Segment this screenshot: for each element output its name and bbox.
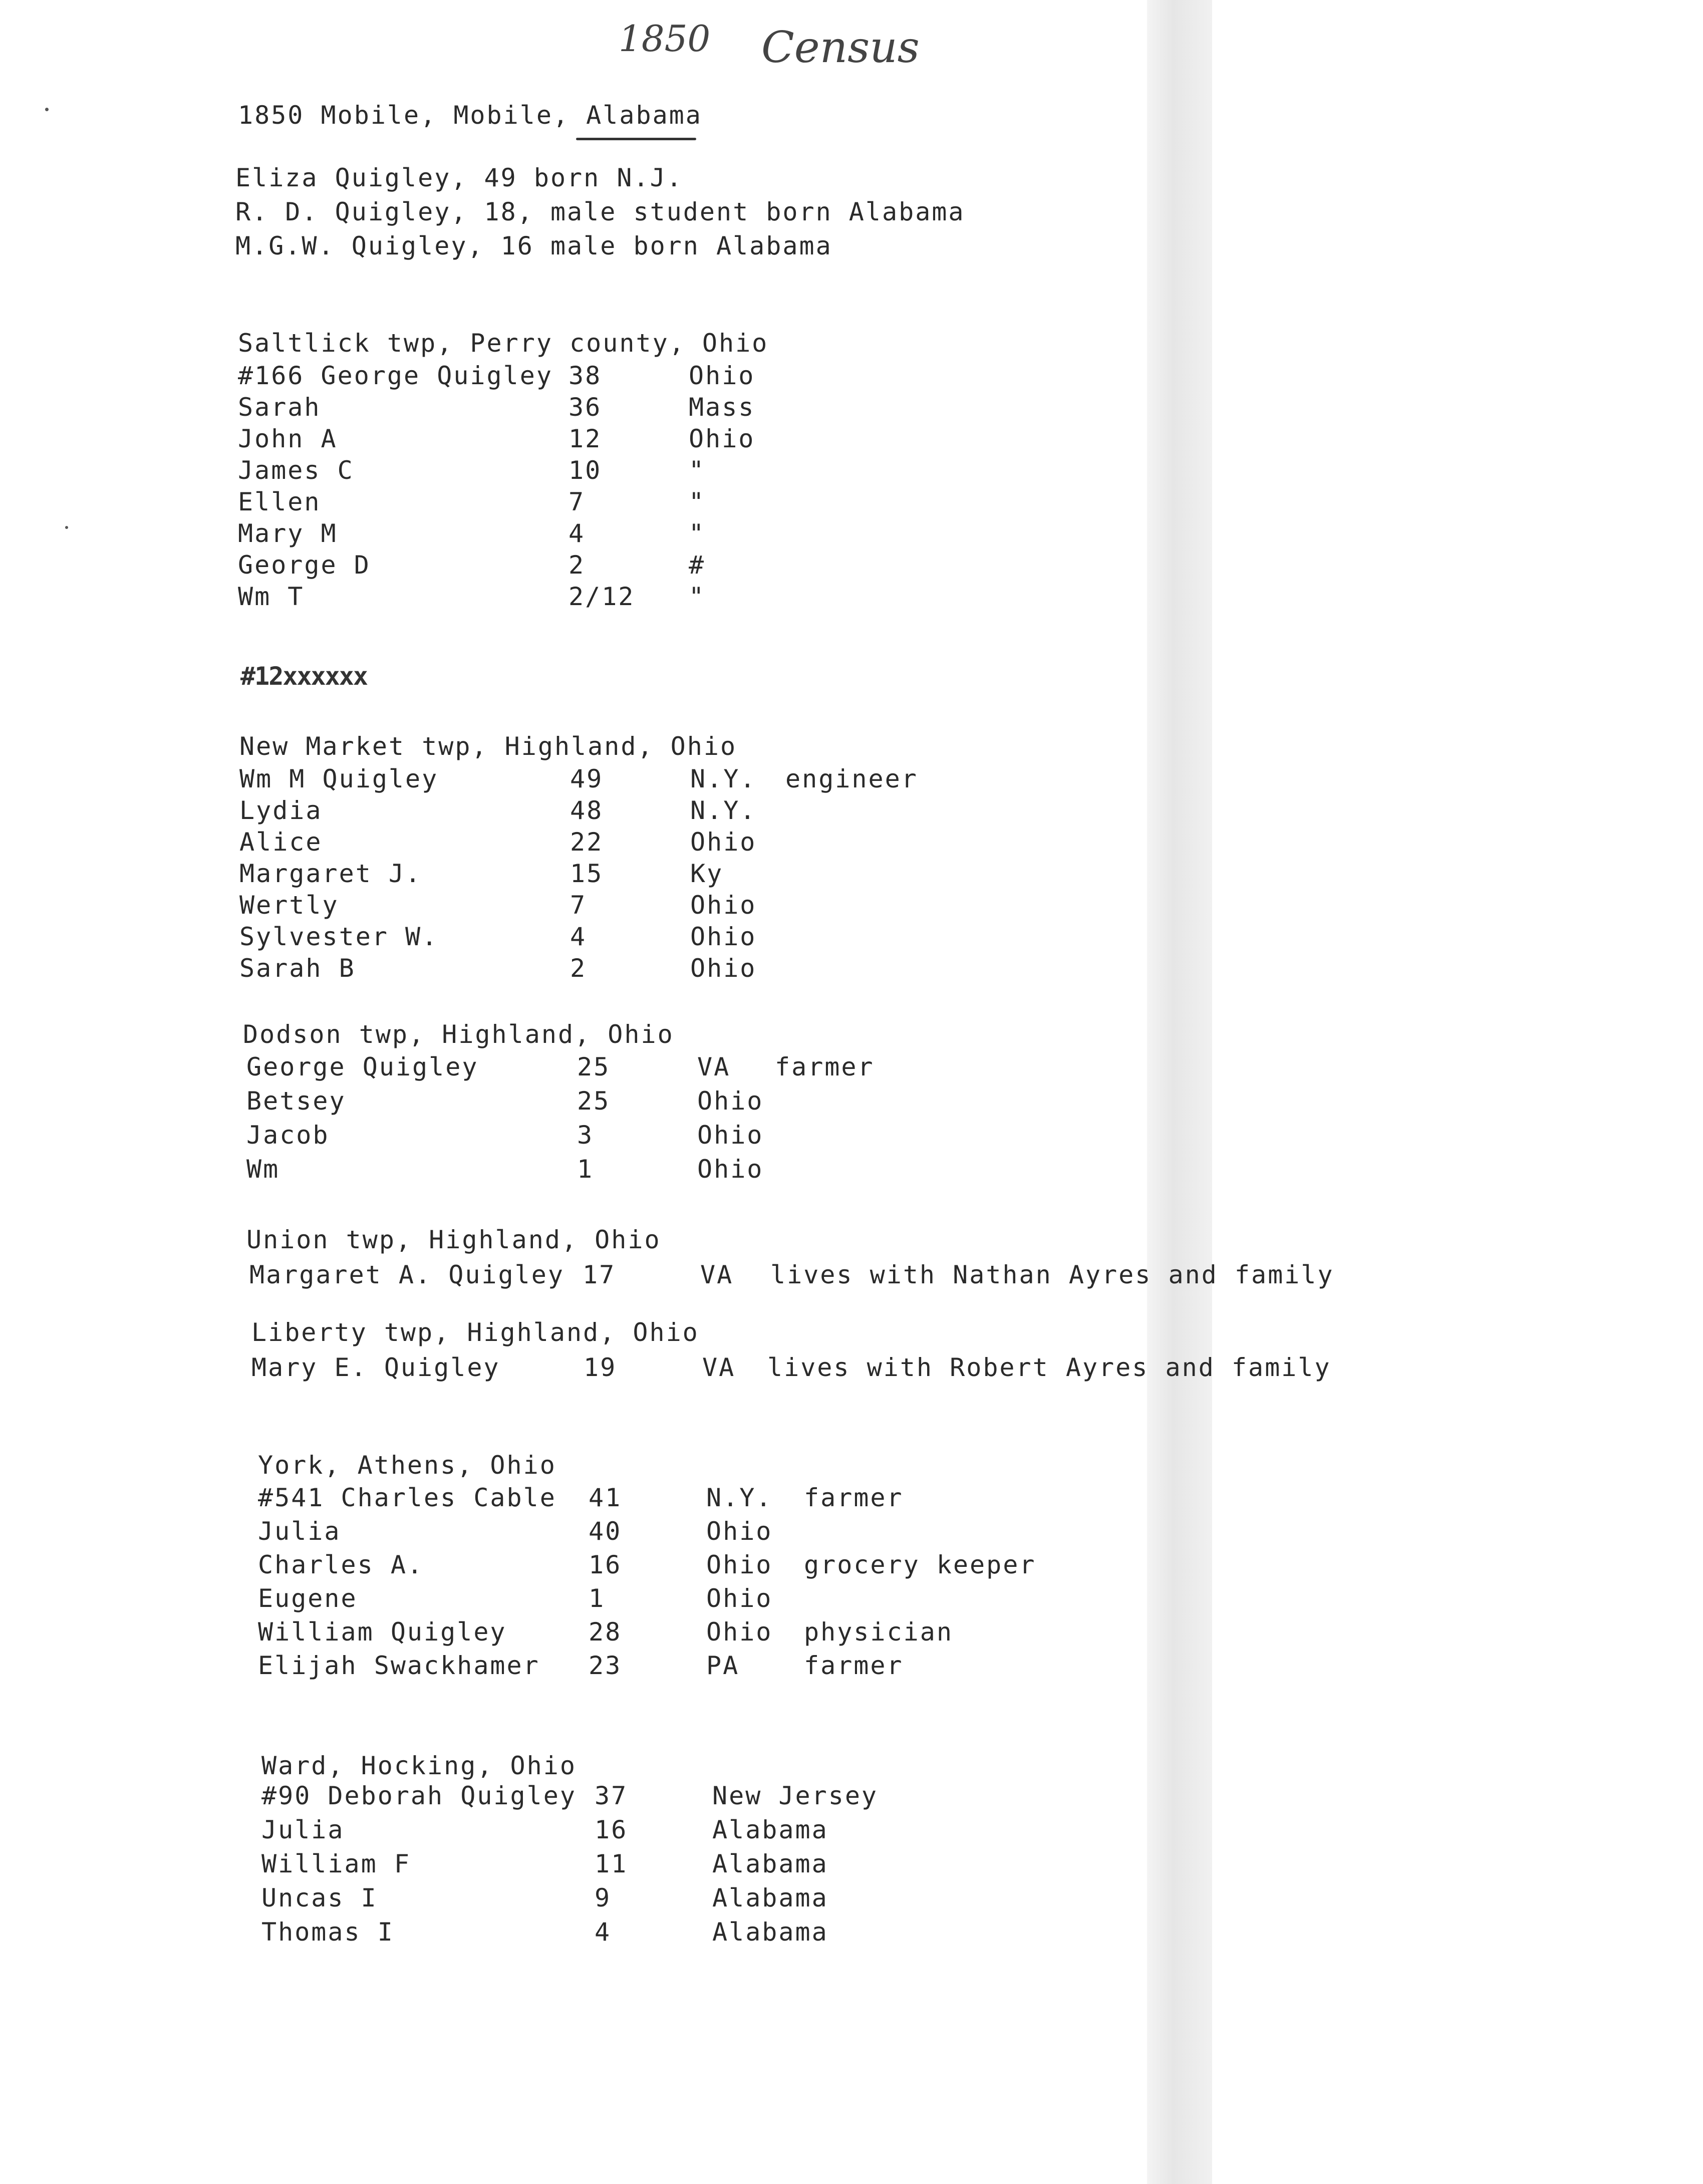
entry-born: VA	[697, 1052, 731, 1081]
entry-born: Ky	[690, 859, 724, 888]
entry-born: Ohio	[706, 1617, 773, 1647]
entry-name: #166 George Quigley	[238, 361, 553, 390]
entry-born: N.Y.	[690, 796, 757, 825]
header-census: Census	[761, 23, 920, 73]
census-entry: R. D. Quigley, 18, male student born Alabama	[235, 197, 965, 226]
entry-name: Wm	[246, 1155, 280, 1184]
entry-age: 2	[569, 551, 586, 580]
entry-name: William Quigley	[258, 1617, 507, 1647]
entry-age: 10	[569, 456, 602, 485]
york-section-title: York, Athens, Ohio	[258, 1451, 556, 1480]
entry-born: "	[689, 487, 706, 516]
entry-born: "	[689, 582, 706, 611]
entry-born: Ohio	[689, 361, 755, 390]
entry-name: Julia	[261, 1815, 345, 1844]
entry-age: 23	[589, 1651, 622, 1680]
entry-name: Thomas I	[261, 1918, 394, 1947]
speck	[45, 108, 49, 111]
entry-born: "	[689, 456, 706, 485]
entry-name: Jacob	[246, 1121, 330, 1150]
entry-age: 4	[569, 519, 586, 548]
entry-born: Ohio	[690, 891, 757, 920]
entry-born: N.Y.	[706, 1483, 773, 1512]
entry-born: Ohio	[706, 1550, 773, 1579]
entry-age: 12	[569, 424, 602, 453]
entry-name: George Quigley	[246, 1052, 479, 1081]
entry-born: Alabama	[712, 1918, 828, 1947]
entry-born: Ohio	[706, 1517, 773, 1546]
handwritten-underline	[576, 138, 696, 140]
entry-age: 4	[595, 1918, 612, 1947]
entry-note: lives with Robert Ayres and family	[767, 1353, 1331, 1382]
entry-name: Eugene	[258, 1584, 358, 1613]
entry-age: 2/12	[569, 582, 635, 611]
entry-name: #90 Deborah Quigley	[261, 1781, 577, 1810]
entry-born: Ohio	[706, 1584, 773, 1613]
entry-born: Alabama	[712, 1815, 828, 1844]
entry-note: farmer	[804, 1483, 904, 1512]
entry-born: Ohio	[689, 424, 755, 453]
entry-age: 1	[577, 1155, 594, 1184]
entry-note: grocery keeper	[804, 1550, 1036, 1579]
struck-out-text: #12xxxxxx	[240, 662, 367, 691]
entry-age: 11	[595, 1849, 628, 1878]
entry-born: N.Y.	[690, 764, 757, 793]
entry-name: Wm T	[238, 582, 305, 611]
entry-name: Sarah	[238, 393, 321, 422]
entry-born: #	[689, 551, 706, 580]
entry-age: 9	[595, 1883, 612, 1913]
census-entry: M.G.W. Quigley, 16 male born Alabama	[235, 231, 832, 260]
entry-born: Ohio	[697, 1086, 764, 1116]
entry-born: VA	[702, 1353, 736, 1382]
entry-age: 2	[570, 954, 587, 983]
entry-born: Ohio	[690, 922, 757, 951]
entry-born: Ohio	[690, 828, 757, 857]
entry-age: 25	[577, 1052, 611, 1081]
entry-age: 37	[595, 1781, 628, 1810]
entry-name: George D	[238, 551, 371, 580]
entry-name: Elijah Swackhamer	[258, 1651, 540, 1680]
entry-note: engineer	[785, 764, 918, 793]
liberty-section-title: Liberty twp, Highland, Ohio	[251, 1318, 699, 1347]
entry-name: Alice	[239, 828, 323, 857]
entry-born: Alabama	[712, 1849, 828, 1878]
entry-note: physician	[804, 1617, 953, 1647]
entry-born: "	[689, 519, 706, 548]
census-entry: Eliza Quigley, 49 born N.J.	[235, 163, 683, 192]
entry-age: 7	[570, 891, 587, 920]
saltlick-section-title: Saltlick twp, Perry county, Ohio	[238, 329, 769, 358]
entry-age: 4	[570, 922, 587, 951]
entry-name: Ellen	[238, 487, 321, 516]
entry-name: Mary M	[238, 519, 338, 548]
entry-name: Sarah B	[239, 954, 356, 983]
entry-note: farmer	[804, 1651, 904, 1680]
entry-name: Margaret A. Quigley	[249, 1260, 564, 1289]
dodson-section-title: Dodson twp, Highland, Ohio	[243, 1020, 674, 1049]
entry-age: 19	[584, 1353, 617, 1382]
entry-born: Ohio	[690, 954, 757, 983]
entry-age: 17	[583, 1260, 616, 1289]
entry-name: John A	[238, 424, 338, 453]
entry-name: Lydia	[239, 796, 323, 825]
entry-born: Mass	[689, 393, 755, 422]
entry-name: Charles A.	[258, 1550, 424, 1579]
entry-note: farmer	[775, 1052, 875, 1081]
entry-name: Margaret J.	[239, 859, 422, 888]
union-section-title: Union twp, Highland, Ohio	[246, 1225, 661, 1254]
scan-edge-shadow	[1147, 0, 1212, 2184]
entry-age: 49	[570, 764, 604, 793]
entry-born: Alabama	[712, 1883, 828, 1913]
entry-name: Betsey	[246, 1086, 346, 1116]
entry-name: Wm M Quigley	[239, 764, 439, 793]
speck	[65, 526, 68, 529]
entry-name: James C	[238, 456, 354, 485]
entry-age: 48	[570, 796, 604, 825]
entry-name: Sylvester W.	[239, 922, 439, 951]
ward-section-title: Ward, Hocking, Ohio	[261, 1751, 577, 1780]
entry-age: 38	[569, 361, 602, 390]
entry-born: VA	[700, 1260, 734, 1289]
entry-age: 7	[569, 487, 586, 516]
entry-age: 41	[589, 1483, 622, 1512]
entry-born: Ohio	[697, 1121, 764, 1150]
entry-age: 40	[589, 1517, 622, 1546]
entry-age: 36	[569, 393, 602, 422]
newmarket-section-title: New Market twp, Highland, Ohio	[239, 732, 737, 761]
entry-name: #541 Charles Cable	[258, 1483, 556, 1512]
entry-age: 25	[577, 1086, 611, 1116]
entry-born: New Jersey	[712, 1781, 879, 1810]
entry-note: lives with Nathan Ayres and family	[770, 1260, 1334, 1289]
entry-born: PA	[706, 1651, 740, 1680]
entry-name: Wertly	[239, 891, 339, 920]
entry-name: Uncas I	[261, 1883, 378, 1913]
entry-age: 28	[589, 1617, 622, 1647]
entry-name: Mary E. Quigley	[251, 1353, 500, 1382]
entry-age: 3	[577, 1121, 594, 1150]
entry-age: 1	[589, 1584, 606, 1613]
entry-age: 16	[595, 1815, 628, 1844]
entry-age: 15	[570, 859, 604, 888]
header-year: 1850	[619, 18, 711, 60]
entry-age: 22	[570, 828, 604, 857]
mobile-section-title: 1850 Mobile, Mobile, Alabama	[238, 101, 702, 130]
entry-name: William F	[261, 1849, 411, 1878]
entry-name: Julia	[258, 1517, 341, 1546]
entry-born: Ohio	[697, 1155, 764, 1184]
entry-age: 16	[589, 1550, 622, 1579]
